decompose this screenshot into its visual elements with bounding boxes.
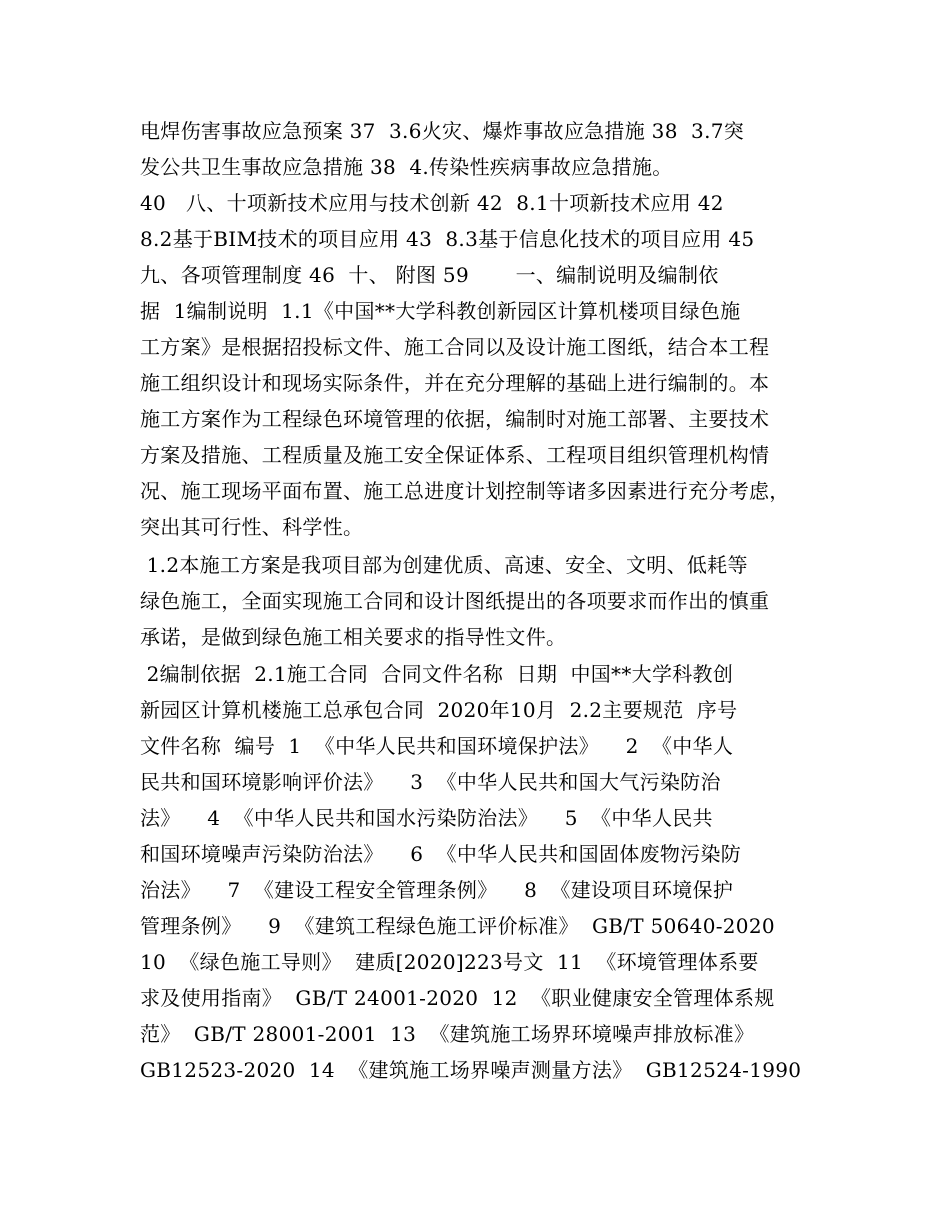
text-line: 8.2基于BIM技术的项目应用 43 8.3基于信息化技术的项目应用 45 <box>140 227 755 251</box>
text-line: 施工组织设计和现场实际条件，并在充分理解的基础上进行编制的。本 <box>140 371 770 395</box>
text-line: 1.2本施工方案是我项目部为创建优质、高速、安全、文明、低耗等 <box>140 553 748 577</box>
text-line: 绿色施工，全面实现施工合同和设计图纸提出的各项要求而作出的慎重 <box>140 589 770 613</box>
text-line: 10 《绿色施工导则》 建质[2020]223号文 11 《环境管理体系要 <box>140 950 759 974</box>
text-line: 九、各项管理制度 46 十、 附图 59 一、编制说明及编制依 <box>140 263 719 287</box>
text-line: 文件名称 编号 1 《中华人民共和国环境保护法》 2 《中华人 <box>140 734 734 758</box>
text-line: 新园区计算机楼施工总承包合同 2020年10月 2.2主要规范 序号 <box>140 698 738 722</box>
text-line: 施工方案作为工程绿色环境管理的依据，编制时对施工部署、主要技术 <box>140 407 770 431</box>
text-line: 电焊伤害事故应急预案 37 3.6火灾、爆炸事故应急措施 38 3.7突 <box>140 119 745 143</box>
text-line: 40 八、十项新技术应用与技术创新 42 8.1十项新技术应用 42 <box>140 191 724 215</box>
text-line: 范》 GB/T 28001-2001 13 《建筑施工场界环境噪声排放标准》 <box>140 1022 755 1046</box>
text-line: 2编制依据 2.1施工合同 合同文件名称 日期 中国**大学科教创 <box>140 662 734 686</box>
text-line: 方案及措施、工程质量及施工安全保证体系、工程项目组织管理机构情 <box>140 443 770 467</box>
text-line: 和国环境噪声污染防治法》 6 《中华人民共和国固体废物污染防 <box>140 842 742 866</box>
text-line: 承诺，是做到绿色施工相关要求的指导性文件。 <box>140 625 567 649</box>
text-line: 管理条例》 9 《建筑工程绿色施工评价标准》 GB/T 50640-2020 <box>140 914 775 938</box>
text-line: 发公共卫生事故应急措施 38 4.传染性疾病事故应急措施。 <box>140 155 673 179</box>
text-line: GB12523-2020 14 《建筑施工场界噪声测量方法》 GB12524-1990 <box>140 1058 802 1082</box>
text-line: 工方案》是根据招投标文件、施工合同以及设计施工图纸，结合本工程 <box>140 335 770 359</box>
text-line: 况、施工现场平面布置、施工总进度计划控制等诸多因素进行充分考虑， <box>140 479 790 503</box>
text-line: 民共和国环境影响评价法》 3 《中华人民共和国大气污染防治 <box>140 770 721 794</box>
text-line: 突出其可行性、科学性。 <box>140 515 364 539</box>
text-line: 治法》 7 《建设工程安全管理条例》 8 《建设项目环境保护 <box>140 878 734 902</box>
text-line: 据 1编制说明 1.1《中国**大学科教创新园区计算机楼项目绿色施 <box>140 299 741 323</box>
text-line: 求及使用指南》 GB/T 24001-2020 12 《职业健康安全管理体系规 <box>140 986 775 1010</box>
text-line: 法》 4 《中华人民共和国水污染防治法》 5 《中华人民共 <box>140 806 713 830</box>
